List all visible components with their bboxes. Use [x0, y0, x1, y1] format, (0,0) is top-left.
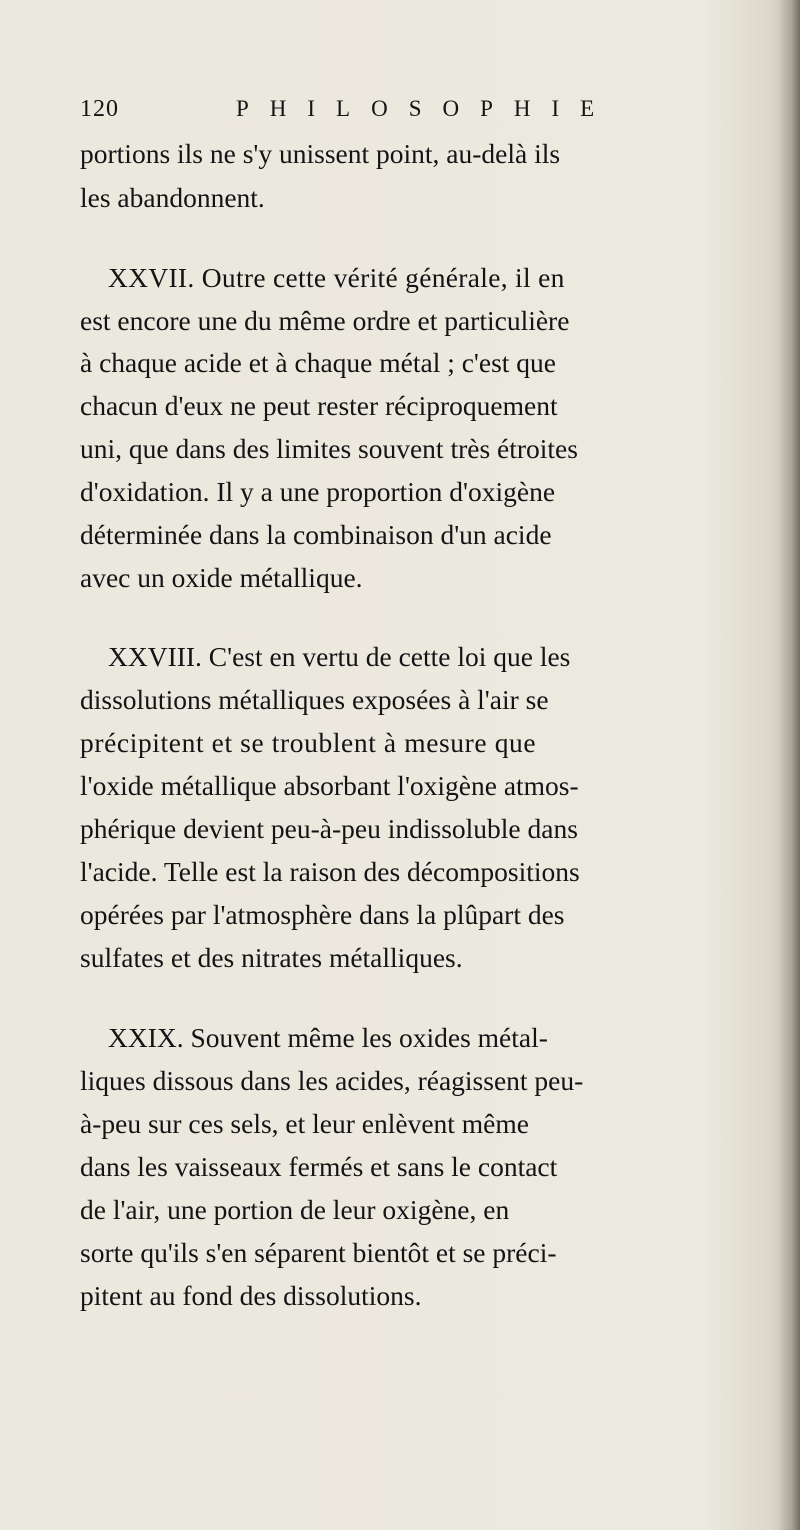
- text-line: pitent au fond des dissolutions.: [80, 1280, 422, 1311]
- text-line: déterminée dans la combinaison d'un acide: [80, 519, 552, 550]
- text-line: à chaque acide et à chaque métal ; c'est que: [80, 347, 557, 378]
- section-first-line: XXVIII. C'est en vertu de cette loi que les: [108, 641, 571, 672]
- text-line: dissolutions métalliques exposées à l'air se: [80, 684, 549, 715]
- page-number: 120: [80, 96, 119, 122]
- text-line: opérées par l'atmosphère dans la plûpart des: [80, 899, 565, 930]
- text-line: précipitent et se troublent à mesure que: [80, 727, 537, 758]
- section-first-line: XXIX. Souvent même les oxides métal-: [108, 1022, 548, 1053]
- text-line: d'oxidation. Il y a une proportion d'oxigène: [80, 476, 556, 507]
- section-first-line: XXVII. Outre cette vérité générale, il en: [108, 262, 565, 293]
- page-header: [80, 96, 720, 126]
- text-line: dans les vaisseaux fermés et sans le contact: [80, 1151, 558, 1182]
- text-line: uni, que dans des limites souvent très étroites: [80, 433, 578, 464]
- running-title: PHILOSOPHIE: [236, 96, 616, 121]
- text-line: portions ils ne s'y unissent point, au-delà ils: [80, 138, 561, 169]
- text-line: sorte qu'ils s'en séparent bientôt et se préci-: [80, 1237, 557, 1268]
- text-line: avec un oxide métallique.: [80, 562, 363, 593]
- text-line: l'acide. Telle est la raison des décompositions: [80, 856, 580, 887]
- text-line: sulfates et des nitrates métalliques.: [80, 942, 463, 973]
- text-line: liques dissous dans les acides, réagissent peu-: [80, 1065, 584, 1096]
- text-line: l'oxide métallique absorbant l'oxigène atmos-: [80, 770, 579, 801]
- text-line: chacun d'eux ne peut rester réciproquement: [80, 390, 558, 421]
- text-line: phérique devient peu-à-peu indissoluble dans: [80, 813, 578, 844]
- text-line: les abandonnent.: [80, 182, 265, 213]
- text-line: est encore une du même ordre et particulière: [80, 305, 570, 336]
- page-gutter-shadow: [778, 0, 800, 1530]
- text-line: à-peu sur ces sels, et leur enlèvent même: [80, 1108, 529, 1139]
- text-line: de l'air, une portion de leur oxigène, en: [80, 1194, 510, 1225]
